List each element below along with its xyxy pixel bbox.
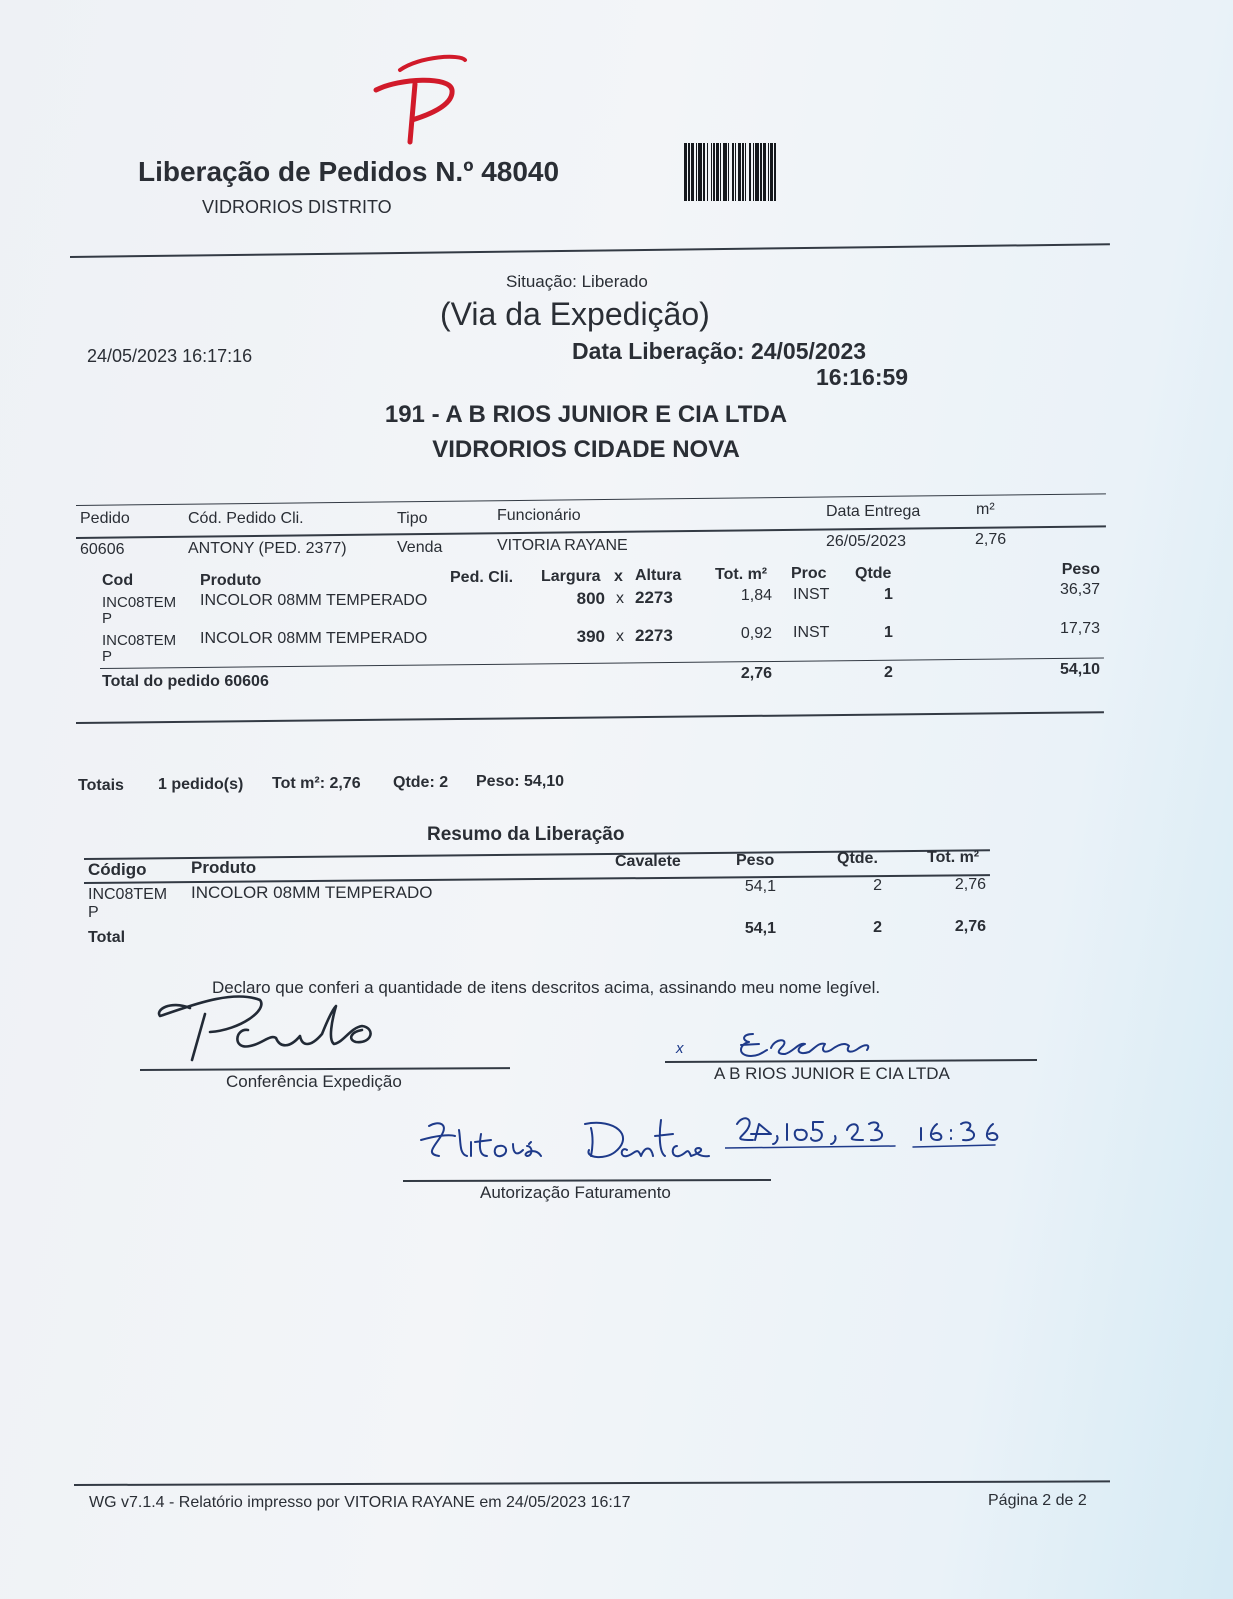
red-checkmark-scribble [370,48,480,148]
order-total-peso: 54,10 [1059,661,1100,678]
conferencia-label: Conferência Expedição [226,1072,402,1091]
totals-peso: Peso: 54,10 [476,773,565,790]
order-total-label: Total do pedido 60606 [102,673,269,690]
totals-pedidos: 1 pedido(s) [158,776,244,793]
summary-total-tot-m2: 2,76 [954,918,986,935]
item-peso: 17,73 [1059,620,1100,637]
summary-title: Resumo da Liberação [427,824,625,845]
client-branch: VIDRORIOS CIDADE NOVA [432,436,740,463]
release-date: Data Liberação: 24/05/2023 [572,338,867,364]
item-x: x [616,590,624,607]
col-data-entrega: Data Entrega [826,503,921,520]
printed-timestamp: 24/05/2023 16:17:16 [87,346,253,366]
release-time: 16:16:59 [816,364,909,390]
summary-col-codigo: Código [88,860,147,879]
item-altura: 2273 [635,588,673,607]
item-cod: INC08TEM [102,632,177,649]
status-text: Situação: Liberado [506,272,648,291]
col-altura: Altura [635,567,682,584]
col-tot-m2: Tot. m² [715,566,768,583]
totals-qtde: Qtde: 2 [393,774,449,791]
footer-rule [74,1480,1110,1486]
item-cod-cont: P [102,610,113,627]
footer-page-number: Página 2 de 2 [988,1492,1087,1509]
client-label: A B RIOS JUNIOR E CIA LTDA [714,1064,950,1083]
order-tipo: Venda [397,539,443,556]
order-total-rule [100,657,1104,669]
summary-peso: 54,1 [744,878,776,895]
col-cod: Cod [102,572,134,589]
item-proc: INST [793,586,830,603]
order-m2: 2,76 [975,531,1007,548]
company-name: VIDRORIOS DISTRITO [202,197,392,217]
col-largura: Largura [541,568,601,585]
order-total-m2: 2,76 [740,665,772,682]
signature-autorizacao [415,1106,715,1176]
item-proc: INST [793,624,830,641]
col-qtde: Qtde [855,565,892,582]
via-title: (Via da Expedição) [440,296,710,332]
summary-produto: INCOLOR 08MM TEMPERADO [191,883,433,902]
summary-col-peso: Peso [736,852,775,869]
item-x: x [616,628,624,645]
col-tipo: Tipo [397,510,428,527]
footer-printed-by: WG v7.1.4 - Relatório impresso por VITORIA RAYANE em 24/05/2023 16:17 [89,1494,631,1511]
col-funcionario: Funcionário [497,507,581,524]
item-altura: 2273 [635,626,673,645]
totals-label: Totais [78,777,124,794]
summary-total-peso: 54,1 [744,920,776,937]
summary-col-cavalete: Cavalete [615,853,681,870]
item-largura: 800 [576,589,605,608]
autorizacao-label: Autorização Faturamento [480,1183,671,1202]
col-pedido: Pedido [80,510,130,527]
autorizacao-signature-line [403,1179,771,1182]
item-qtde: 1 [884,624,893,641]
declaration-text: Declaro que conferi a quantidade de itens descritos acima, assinando meu nome legível. [212,978,881,997]
summary-col-tot-m2: Tot. m² [927,849,980,866]
col-peso: Peso [1061,561,1100,578]
col-produto: Produto [200,572,262,589]
signature-client [735,1028,885,1064]
totals-m2: Tot m²: 2,76 [272,775,361,792]
signature-conferencia [150,990,410,1070]
item-cod: INC08TEM [102,594,177,611]
summary-tot-m2: 2,76 [954,876,986,893]
summary-cod-cont: P [88,904,99,921]
item-cod-cont: P [102,648,113,665]
order-bottom-rule [76,711,1104,724]
col-cod-pedido-cli: Cód. Pedido Cli. [188,510,304,527]
summary-total-qtde: 2 [873,919,882,936]
client-name: 191 - A B RIOS JUNIOR E CIA LTDA [384,401,788,428]
item-largura: 390 [576,627,605,646]
col-proc: Proc [791,565,827,582]
order-data-entrega: 26/05/2023 [826,533,907,550]
signature-x-mark: x [676,1040,684,1057]
order-pedido: 60606 [80,541,125,558]
summary-col-produto: Produto [191,858,257,877]
header-divider [70,243,1110,258]
col-ped-cli: Ped. Cli. [450,569,514,586]
order-top-rule [76,493,1106,506]
summary-col-qtde: Qtde. [837,850,878,867]
col-x: x [614,568,623,585]
item-produto: INCOLOR 08MM TEMPERADO [200,630,428,647]
page-title: Liberação de Pedidos N.º 48040 [138,156,560,187]
summary-cod: INC08TEM [88,886,168,903]
item-tot-m2: 0,92 [740,625,772,642]
order-cod-cli: ANTONY (PED. 2377) [188,540,347,557]
item-produto: INCOLOR 08MM TEMPERADO [200,592,428,609]
order-funcionario: VITORIA RAYANE [497,537,628,554]
item-qtde: 1 [884,586,893,603]
handwritten-date [725,1110,1005,1156]
order-total-qtde: 2 [884,664,893,681]
item-peso: 36,37 [1059,581,1100,598]
col-m2: m² [976,501,995,518]
barcode [684,143,870,201]
summary-qtde: 2 [873,877,882,894]
summary-total-label: Total [88,929,126,946]
item-tot-m2: 1,84 [740,587,772,604]
